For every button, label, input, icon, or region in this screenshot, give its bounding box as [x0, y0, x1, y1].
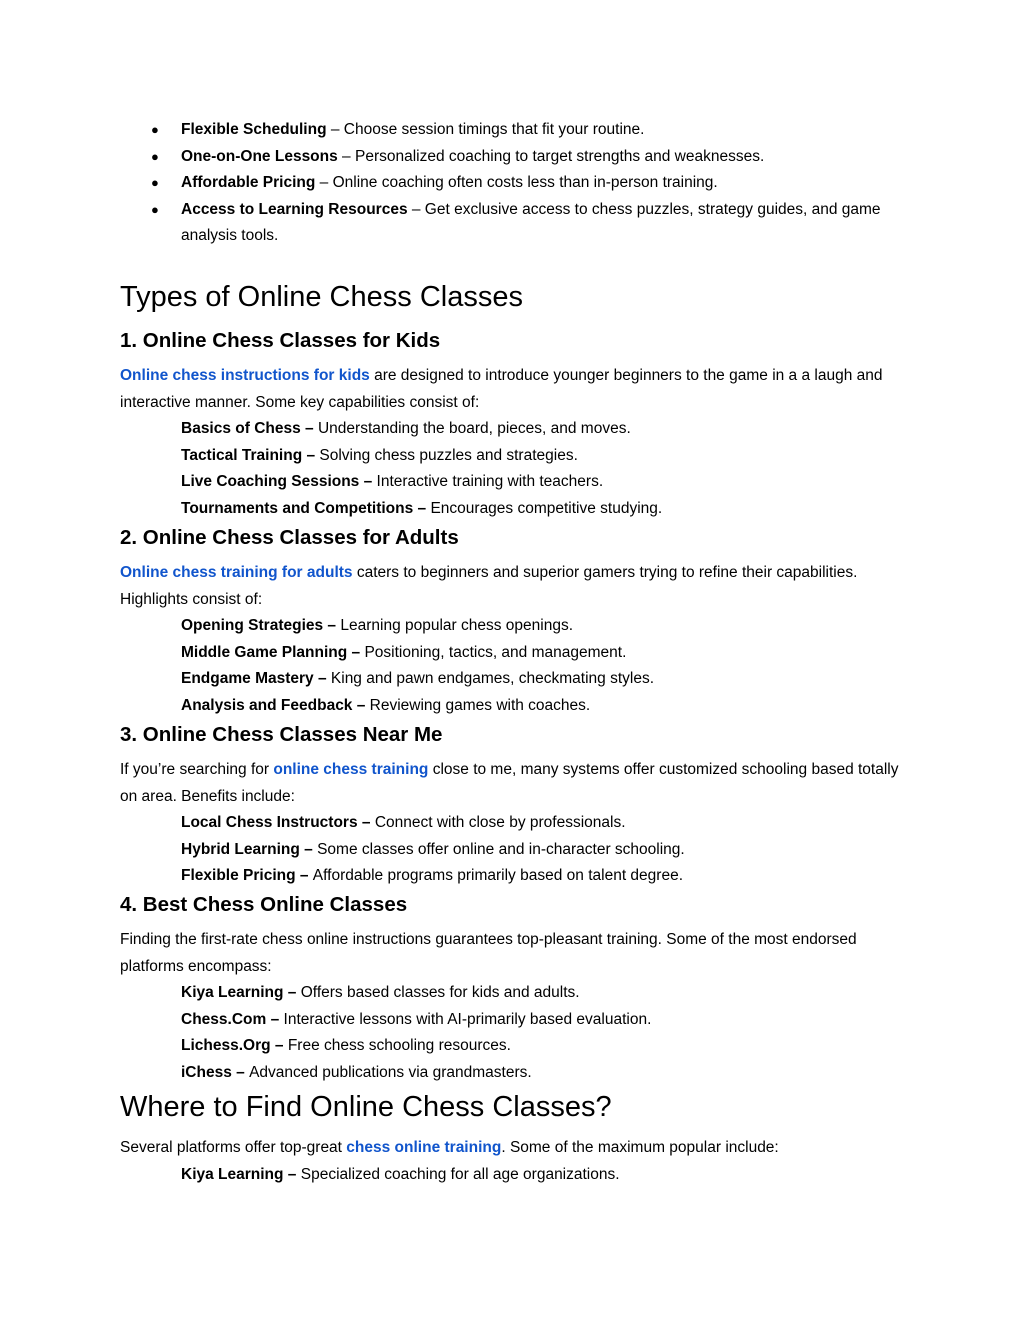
heading-types: Types of Online Chess Classes: [120, 281, 523, 313]
section-heading-kids: 1. Online Chess Classes for Kids: [120, 329, 441, 352]
list-item: Middle Game Planning – Positioning, tactics, and management.: [181, 643, 627, 661]
section-heading-best: 4. Best Chess Online Classes: [120, 893, 408, 916]
list-item: Analysis and Feedback – Reviewing games with coaches.: [181, 696, 591, 714]
list-item: Hybrid Learning – Some classes offer online and in-character schooling.: [181, 840, 685, 858]
benefits-list: [120, 117, 900, 250]
list-item: Local Chess Instructors – Connect with close by professionals.: [181, 814, 626, 831]
list-item: Basics of Chess – Understanding the board, pieces, and moves.: [181, 420, 631, 437]
list-item: ● Access to Learning Resources – Get exclusive access to chess puzzles, strategy guides, and game analysis tools.: [120, 197, 900, 250]
where-platforms-list: [181, 1162, 901, 1189]
adults-link[interactable]: Online chess training for adults: [120, 564, 353, 581]
where-link[interactable]: chess online training: [346, 1139, 502, 1156]
list-item: Tournaments and Competitions – Encourages competitive studying.: [181, 499, 663, 517]
section-heading-adults: 2. Online Chess Classes for Adults: [120, 526, 459, 549]
list-item: Opening Strategies – Learning popular chess openings.: [181, 617, 574, 634]
list-item: Chess.Com – Interactive lessons with AI-primarily based evaluation.: [181, 1010, 652, 1028]
list-item: Flexible Pricing – Affordable programs primarily based on talent degree.: [181, 867, 683, 884]
where-paragraph: Several platforms offer top-great chess online training. Some of the maximum popular include:: [120, 1139, 779, 1156]
near-me-benefits-list: [181, 810, 901, 890]
bullet-icon: ●: [151, 148, 159, 164]
list-item: Live Coaching Sessions – Interactive training with teachers.: [181, 473, 604, 490]
section-paragraph-adults: Online chess training for adults caters to beginners and superior gamers trying to refine their capabilities. Highlights consist of:: [120, 564, 858, 608]
bullet-icon: ●: [151, 201, 159, 217]
list-item: iChess – Advanced publications via grandmasters.: [181, 1063, 532, 1081]
near-me-link[interactable]: online chess training: [273, 761, 429, 778]
list-item: Kiya Learning – Offers based classes for kids and adults.: [181, 984, 580, 1001]
bullet-icon: ●: [151, 175, 159, 190]
heading-where: Where to Find Online Chess Classes?: [120, 1091, 612, 1123]
section-paragraph-kids: Online chess instructions for kids are designed to introduce younger beginners to the game in a a laugh and interactive manner. Some key capabilities consist of:: [120, 367, 883, 411]
list-item: Lichess.Org – Free chess schooling resources.: [181, 1037, 511, 1054]
adults-features-list: [181, 613, 901, 719]
bullet-icon: ●: [151, 122, 159, 137]
list-item: Endgame Mastery – King and pawn endgames, checkmating styles.: [181, 670, 655, 687]
section-heading-near-me: 3. Online Chess Classes Near Me: [120, 723, 443, 746]
list-item: ● Affordable Pricing – Online coaching often costs less than in-person training.: [120, 170, 900, 197]
list-item: ● One-on-One Lessons – Personalized coaching to target strengths and weaknesses.: [120, 144, 900, 171]
kids-features-list: [181, 416, 901, 522]
list-item: ● Flexible Scheduling – Choose session timings that fit your routine.: [120, 117, 900, 144]
section-paragraph-near-me: If you’re searching for online chess training close to me, many systems offer customized schooling based totally on area. Benefits include:: [120, 761, 899, 805]
list-item: Kiya Learning – Specialized coaching for all age organizations.: [181, 1166, 620, 1183]
section-paragraph-best: Finding the first-rate chess online instructions guarantees top-pleasant training. Some of the most endorsed platforms encompass:: [120, 931, 857, 975]
list-item: Tactical Training – Solving chess puzzles and strategies.: [181, 446, 578, 464]
best-platforms-list: [181, 980, 901, 1086]
kids-link[interactable]: Online chess instructions for kids: [120, 367, 370, 384]
